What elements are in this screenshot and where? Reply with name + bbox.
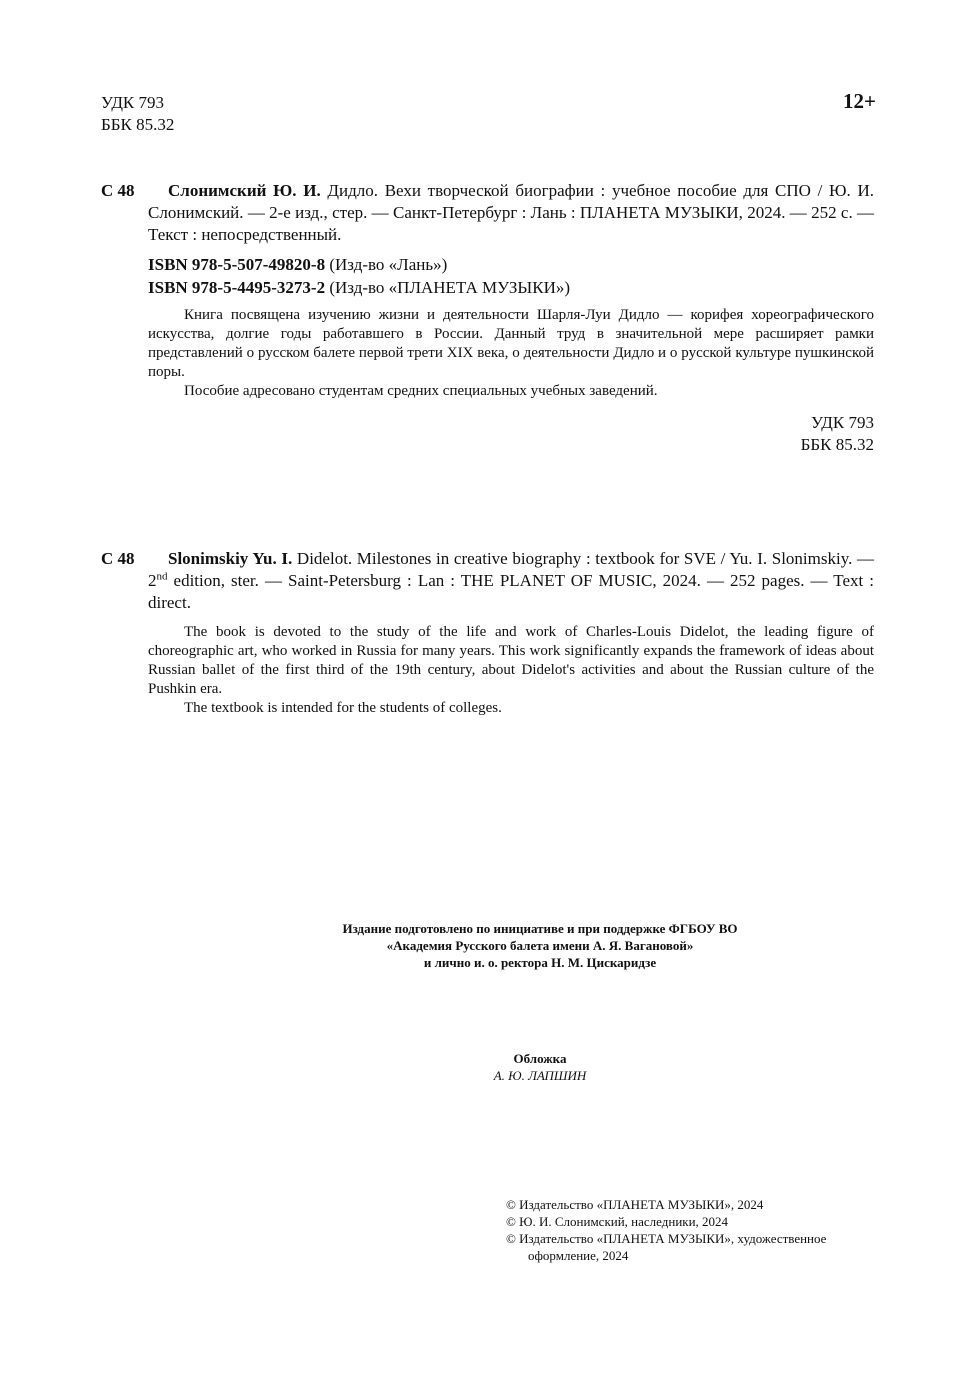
- support-line: и лично и. о. ректора Н. М. Цискаридзе: [423, 955, 657, 970]
- entry-author: Слонимский Ю. И.: [168, 181, 321, 200]
- copyright-line: © Издательство «ПЛАНЕТА МУЗЫКИ», художественное оформление, 2024: [506, 1231, 827, 1263]
- bbk-code: ББК 85.32: [800, 435, 874, 454]
- en-annotation: [148, 623, 874, 718]
- udk-code: УДК 793: [810, 413, 874, 432]
- support-line: Издание подготовлено по инициативе и при поддержке ФГБОУ ВО: [342, 921, 738, 936]
- edition-superscript: nd: [156, 570, 168, 583]
- isbn-block: [148, 253, 570, 299]
- en-bibliographic-entry: [101, 548, 874, 614]
- ru-bibliographic-entry: [101, 180, 874, 246]
- entry-text: [148, 180, 874, 246]
- entry-code: С 48: [101, 181, 135, 200]
- annotation-paragraph: Пособие адресовано студентам средних специальных учебных заведений.: [184, 383, 658, 399]
- bbk-code: ББК 85.32: [101, 115, 175, 134]
- isbn-publisher: (Изд-во «ПЛАНЕТА МУЗЫКИ»): [329, 278, 571, 297]
- isbn-line: [148, 276, 570, 299]
- support-note: [300, 920, 780, 971]
- isbn-line: [148, 253, 570, 276]
- entry-code: С 48: [101, 549, 135, 568]
- annotation-paragraph: Книга посвящена изучению жизни и деятельности Шарля-Луи Дидло — корифея хореографического искусства, долгие годы работавшего в России. Данный труд в значительной мере расширяет рамки представлений о русском балете первой трети XIX века, о деятельности Дидло и о русской культуре пушкинской поры.: [148, 307, 874, 380]
- copyright-block: [506, 1196, 878, 1264]
- cover-credit: [420, 1050, 660, 1084]
- entry-description-cont: edition, ster. — Saint-Petersburg : Lan : THE PLANET OF MUSIC, 2024. — 252 pages. — Text : direct.: [148, 571, 874, 612]
- ru-annotation: [148, 306, 874, 401]
- copyright-line: © Ю. И. Слонимский, наследники, 2024: [506, 1214, 729, 1229]
- header-classification: [101, 92, 174, 136]
- entry-description: Didelot. Milestones in creative biography : textbook for SVE / Yu. I. Slonimskiy. — 2: [148, 549, 875, 590]
- classification-right: [700, 412, 874, 456]
- copyright-line: © Издательство «ПЛАНЕТА МУЗЫКИ», 2024: [506, 1197, 764, 1212]
- udk-code: УДК 793: [101, 93, 165, 112]
- annotation-paragraph: The book is devoted to the study of the life and work of Charles-Louis Didelot, the leading figure of choreographic art, who worked in Russia for many years. This work significantly expands the framework of ideas about Russian ballet of the first third of the 19th century, about Didelot's activities and about the Russian culture of the Pushkin era.: [148, 624, 874, 697]
- entry-text: [148, 548, 874, 614]
- isbn-number: ISBN 978-5-507-49820-8: [148, 255, 326, 274]
- support-line: «Академия Русского балета имени А. Я. Вагановой»: [386, 938, 694, 953]
- isbn-publisher: (Изд-во «Лань»): [329, 255, 448, 274]
- entry-author: Slonimskiy Yu. I.: [168, 549, 293, 568]
- entry-description: Дидло. Вехи творческой биографии : учебное пособие для СПО / Ю. И. Слонимский. — 2-е изд., стер. — Санкт-Петербург : Лань : ПЛАНЕТА МУЗЫКИ, 2024. — 252 с. — Текст : непосредственный.: [148, 181, 875, 244]
- cover-artist: А. Ю. ЛАПШИН: [493, 1068, 587, 1083]
- annotation-paragraph: The textbook is intended for the students of colleges.: [184, 700, 502, 716]
- age-rating: 12+: [843, 89, 876, 113]
- cover-label: Обложка: [513, 1051, 567, 1066]
- isbn-number: ISBN 978-5-4495-3273-2: [148, 278, 326, 297]
